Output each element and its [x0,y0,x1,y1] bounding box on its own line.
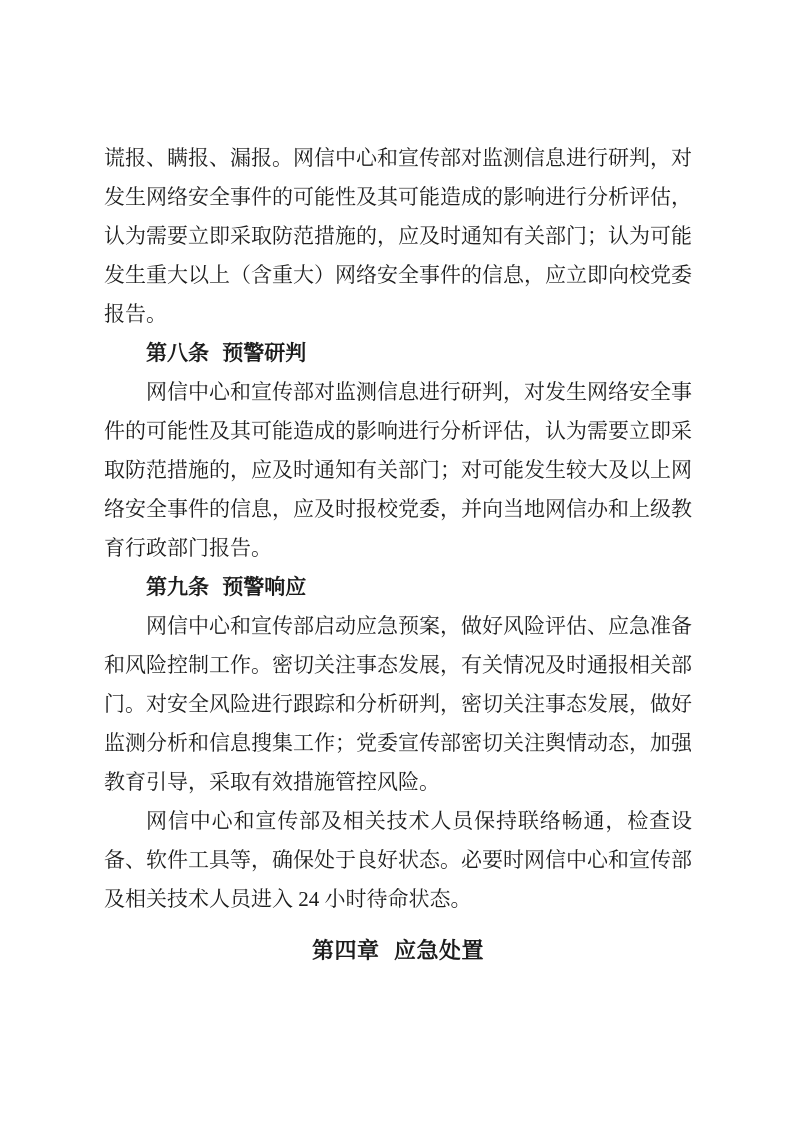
chapter-heading: 第四章 应急处置 [311,938,485,963]
article-heading: 第八条 预警研判 [146,341,307,365]
article-heading: 第九条 预警响应 [146,575,307,599]
body-paragraph: 网信中心和宣传部对监测信息进行研判，对发生网络安全事件的可能性及其可能造成的影响进行分析评估，认为需要立即采取防范措施的，应及时通知有关部门；对可能发生较大及以上网络安全事件的信息，应及时报校党委，并向当地网信办和上级教育行政部门报告。 [104,380,692,560]
body-paragraph: 网信中心和宣传部及相关技术人员保持联络畅通，检查设备、软件工具等，确保处于良好状态。必要时网信中心和宣传部及相关技术人员进入 24 小时待命状态。 [104,809,692,911]
body-paragraph: 网信中心和宣传部启动应急预案，做好风险评估、应急准备和风险控制工作。密切关注事态发展，有关情况及时通报相关部门。对安全风险进行跟踪和分析研判，密切关注事态发展，做好监测分析和信息搜集工作；党委宣传部密切关注舆情动态，加强教育引导，采取有效措施管控风险。 [104,614,692,794]
body-paragraph: 谎报、瞒报、漏报。网信中心和宣传部对监测信息进行研判，对发生网络安全事件的可能性及其可能造成的影响进行分析评估，认为需要立即采取防范措施的，应及时通知有关部门；认为可能发生重大以上（含重大）网络安全事件的信息，应立即向校党委报告。 [104,146,692,326]
